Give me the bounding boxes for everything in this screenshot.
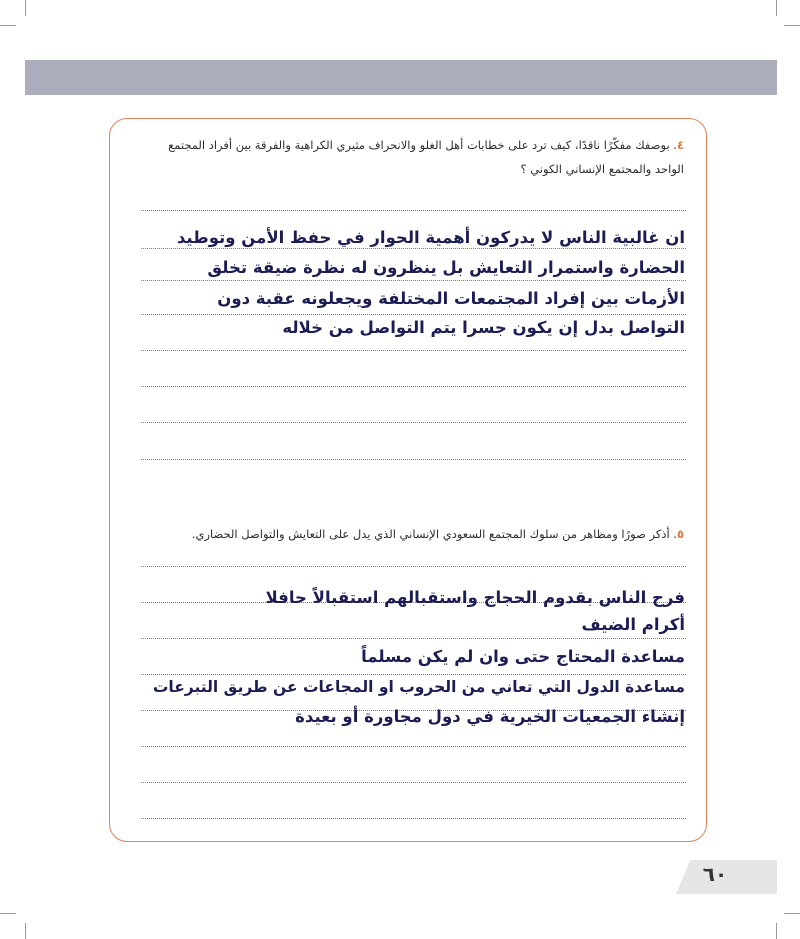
answer-line — [141, 566, 686, 567]
page-number: ٦٠ — [702, 862, 728, 886]
answer-line — [141, 782, 686, 783]
answer-line — [141, 746, 686, 747]
answer-line — [141, 280, 686, 281]
crop-mark — [0, 25, 16, 26]
crop-mark — [776, 0, 777, 16]
question-4-number: ٤ — [676, 138, 684, 152]
answer-line — [141, 459, 686, 460]
answer-4-line-1: ان غالبية الناس لا يدركون أهمية الحوار في حفظ الأمن وتوطيد — [176, 228, 685, 247]
answer-5-line-1: فرح الناس بقدوم الحجاج واستقبالهم استقبالاً حافلا — [265, 588, 685, 607]
answer-line — [141, 818, 686, 819]
crop-mark — [784, 913, 800, 914]
answer-line — [141, 674, 686, 675]
answer-5-line-5: إنشاء الجمعيات الخيرية في دول مجاورة أو بعيدة — [295, 707, 685, 726]
question-4 — [148, 133, 684, 181]
answer-line — [141, 422, 686, 423]
crop-mark — [784, 25, 800, 26]
answer-4-line-2: الحضارة واستمرار التعايش بل ينظرون له نظرة ضيقة تخلق — [207, 258, 685, 277]
answer-4-line-3: الأزمات بين إفراد المجتمعات المختلفة ويجعلونه عقبة دون — [217, 289, 685, 308]
crop-mark — [0, 913, 16, 914]
question-4-text: . بوصفك مفكّرًا ناقدًا، كيف ترد على خطابات أهل الغلو والانحراف مثيري الكراهية والفرقة بين أفراد المجتمع الواحد والمجتمع الإنساني الكوني ؟ — [168, 138, 684, 176]
answer-5-line-4: مساعدة الدول التي تعاني من الحروب او المجاعات عن طريق التبرعات — [152, 678, 685, 696]
header-banner — [25, 60, 777, 95]
question-5 — [148, 522, 684, 546]
question-5-text: . أذكر صورًا ومظاهر من سلوك المجتمع السعودي الإنساني الذي يدل على التعايش والتواصل الحضاري. — [191, 527, 677, 541]
worksheet-frame — [109, 118, 707, 842]
crop-mark — [776, 923, 777, 939]
question-5-number: ٥ — [676, 527, 684, 541]
answer-5-line-2: أكرام الضيف — [581, 615, 685, 634]
crop-mark — [25, 923, 26, 939]
answer-line — [141, 386, 686, 387]
answer-4-line-4: التواصل بدل إن يكون جسرا يتم التواصل من خلاله — [282, 318, 685, 337]
answer-line — [141, 248, 686, 249]
answer-line — [141, 350, 686, 351]
answer-line — [141, 314, 686, 315]
answer-line — [141, 638, 686, 639]
crop-mark — [25, 0, 26, 16]
answer-5-line-3: مساعدة المحتاج حتى وان لم يكن مسلماً — [361, 647, 685, 666]
answer-line — [141, 210, 686, 211]
